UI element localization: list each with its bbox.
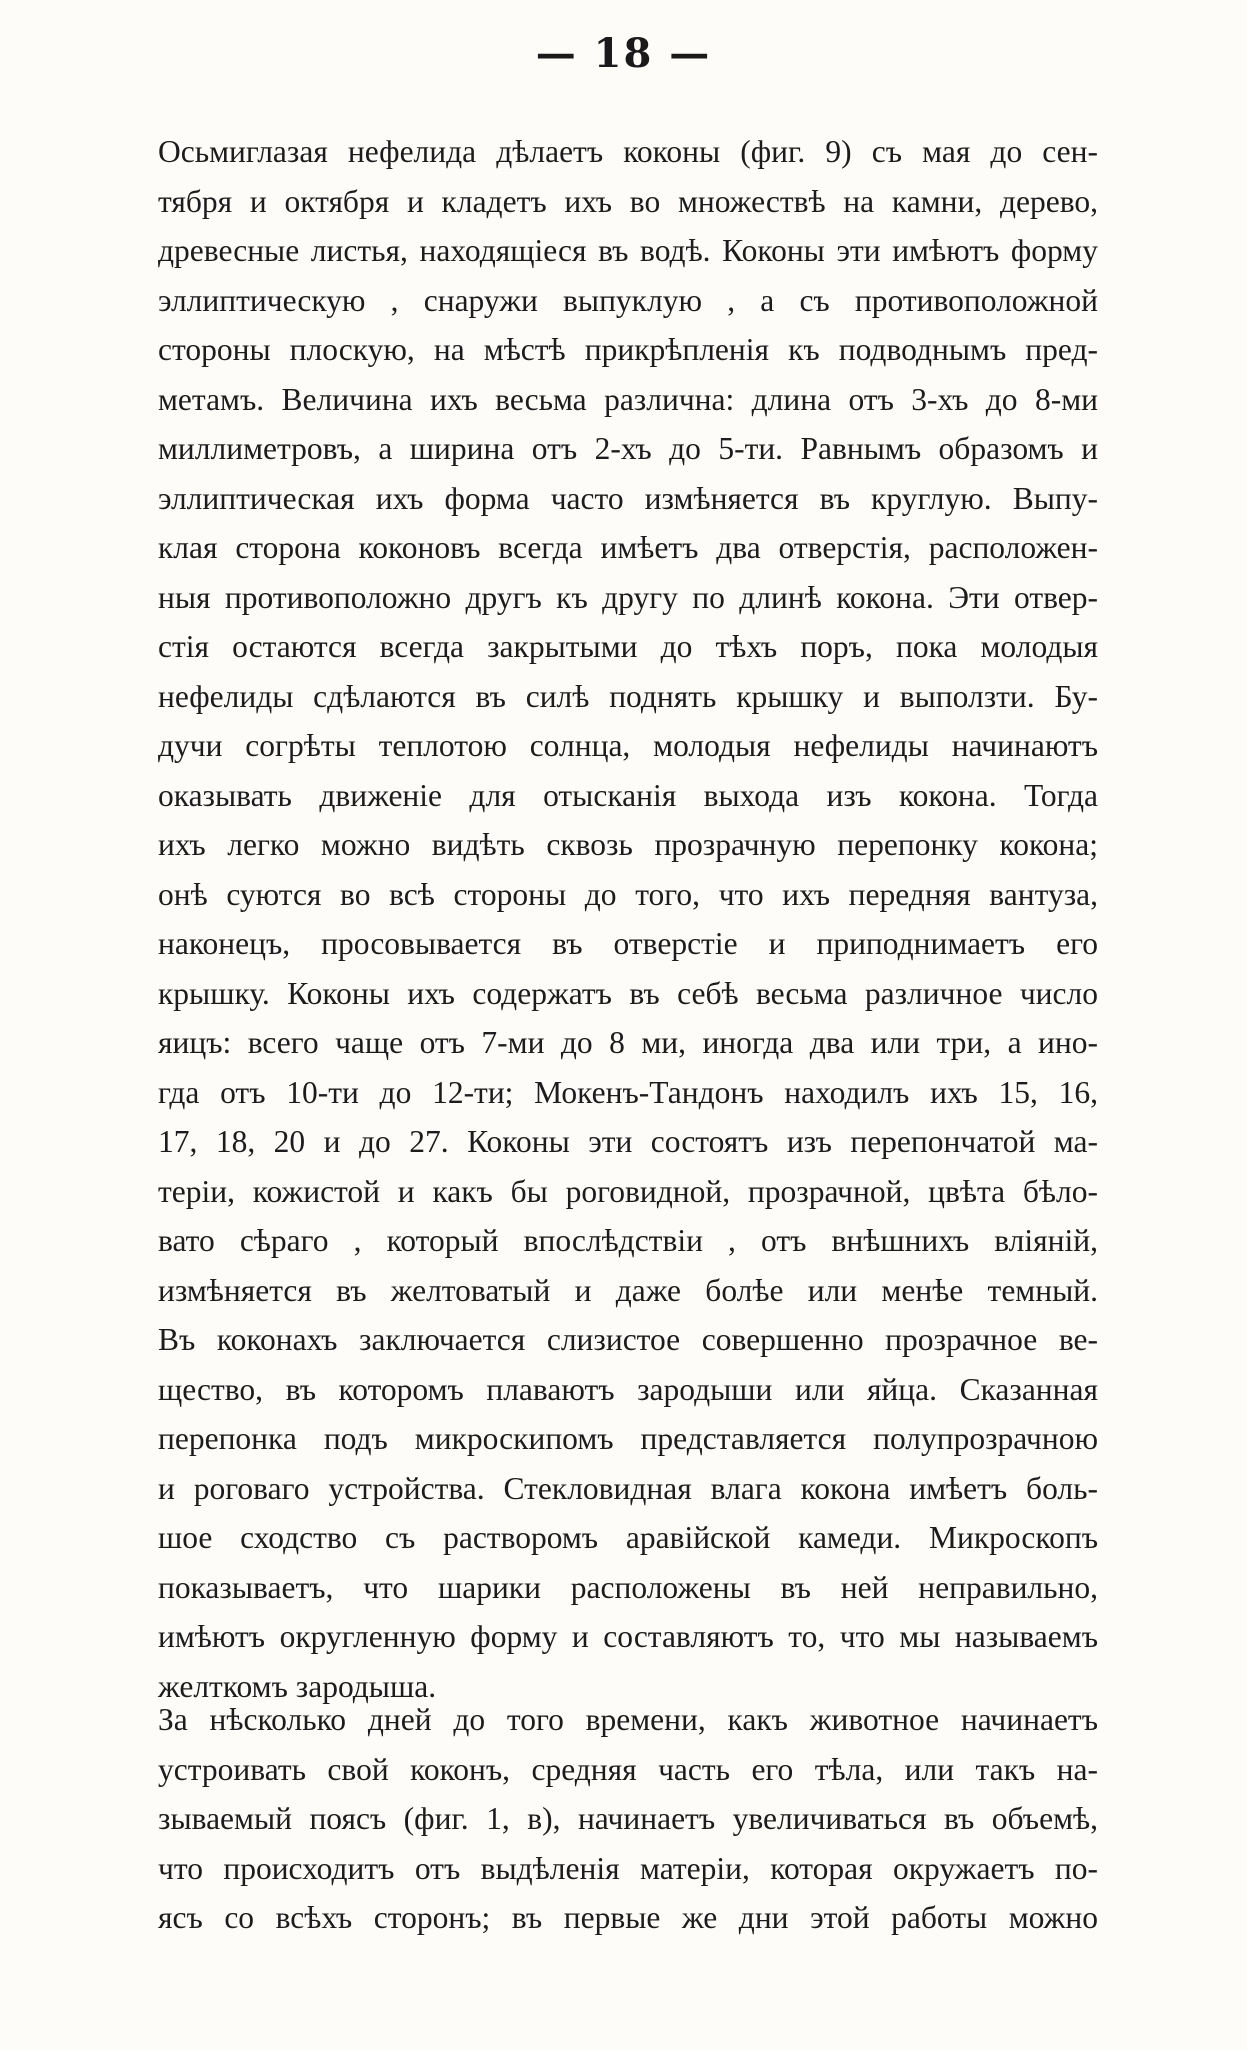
text-line: имѣютъ округленную форму и составляютъ то, что мы называемъ xyxy=(158,1619,1098,1654)
text-line: и роговаго устройства. Стекловидная влага кокона имѣетъ боль- xyxy=(158,1470,1098,1506)
text-line: щество, въ которомъ плаваютъ зародыши или яйца. Сказанная xyxy=(158,1371,1098,1407)
text-line: эллиптическую , снаружи выпуклую , а съ противоположной xyxy=(158,282,1098,318)
text-line: перепонка подъ микроскипомъ представляется полупрозрачною xyxy=(158,1421,1098,1456)
text-line: клая сторона коконовъ всегда имѣетъ два отверстія, расположен- xyxy=(158,530,1098,565)
paragraph-1 xyxy=(158,127,1098,1711)
text-line: теріи, кожистой и какъ бы роговидной, прозрачной, цвѣта бѣло- xyxy=(158,1173,1098,1209)
paragraph-2 xyxy=(158,1695,1098,1943)
text-line: эллиптическая ихъ форма часто измѣняется въ круглую. Выпу- xyxy=(158,480,1098,516)
text-line: вато сѣраго , который впослѣдствіи , отъ внѣшнихъ вліяній, xyxy=(158,1223,1098,1258)
text-line: яицъ: всего чаще отъ 7-ми до 8 ми, иногда два или три, а ино- xyxy=(158,1025,1098,1060)
text-line: устроивать свой коконъ, средняя часть его тѣла, или такъ на- xyxy=(158,1751,1098,1787)
text-line: Въ коконахъ заключается слизистое совершенно прозрачное ве- xyxy=(158,1322,1098,1357)
text-line: показываетъ, что шарики расположены въ ней неправильно, xyxy=(158,1569,1098,1605)
text-line: желткомъ зародыша. xyxy=(158,1668,437,1704)
text-line: онѣ суются во всѣ стороны до того, что ихъ передняя вантуза, xyxy=(158,876,1098,912)
text-line: дучи согрѣты теплотою солнца, молодыя нефелиды начинаютъ xyxy=(158,728,1098,763)
text-line: тября и октября и кладетъ ихъ во множествѣ на камни, дерево, xyxy=(158,183,1098,219)
text-line: гда отъ 10-ти до 12-ти; Мокенъ-Тандонъ находилъ ихъ 15, 16, xyxy=(158,1074,1098,1110)
text-line: нефелиды сдѣлаются въ силѣ поднять крышку и выползти. Бу- xyxy=(158,678,1098,714)
text-line: Осьмиглазая нефелида дѣлаетъ коконы (фиг. 9) съ мая до сен- xyxy=(158,134,1098,169)
text-line: миллиметровъ, а ширина отъ 2-хъ до 5-ти. Равнымъ образомъ и xyxy=(158,431,1098,466)
text-line: зываемый поясъ (фиг. 1, в), начинаетъ увеличиваться въ объемѣ, xyxy=(158,1801,1098,1836)
text-line: стія остаются всегда закрытыми до тѣхъ поръ, пока молодыя xyxy=(158,629,1098,664)
text-line: оказывать движеніе для отысканія выхода изъ кокона. Тогда xyxy=(158,777,1098,813)
text-line: шое сходство съ растворомъ аравійской камеди. Микроскопъ xyxy=(158,1520,1098,1555)
text-line: ихъ легко можно видѣть сквозь прозрачную перепонку кокона; xyxy=(158,827,1098,862)
text-line: стороны плоскую, на мѣстѣ прикрѣпленія къ подводнымъ пред- xyxy=(158,332,1098,367)
text-line: 17, 18, 20 и до 27. Коконы эти состоятъ изъ перепончатой ма- xyxy=(158,1124,1098,1159)
text-line: наконецъ, просовывается въ отверстіе и приподнимаетъ его xyxy=(158,926,1098,961)
text-line: древесные листья, находящіеся въ водѣ. Коконы эти имѣютъ форму xyxy=(158,233,1098,268)
page-number: — 18 — xyxy=(535,30,712,77)
text-line: крышку. Коконы ихъ содержатъ въ себѣ весьма различное число xyxy=(158,975,1098,1011)
text-line: За нѣсколько дней до того времени, какъ животное начинаетъ xyxy=(158,1702,1098,1737)
text-line: ныя противоположно другъ къ другу по длинѣ кокона. Эти отвер- xyxy=(158,579,1098,615)
text-line: ясъ со всѣхъ сторонъ; въ первые же дни этой работы можно xyxy=(158,1900,1098,1935)
text-line: измѣняется въ желтоватый и даже болѣе или менѣе темный. xyxy=(158,1272,1098,1308)
text-line: метамъ. Величина ихъ весьма различна: длина отъ 3-хъ до 8-ми xyxy=(158,381,1098,417)
text-line: что происходитъ отъ выдѣленія матеріи, которая окружаетъ по- xyxy=(158,1850,1098,1886)
